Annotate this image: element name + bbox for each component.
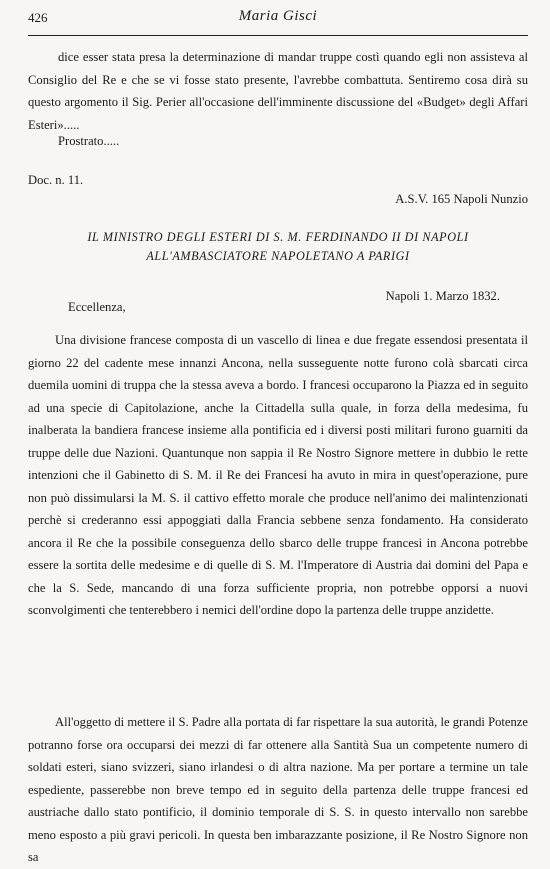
- salutation: Eccellenza,: [68, 300, 126, 314]
- heading-line-1: IL MINISTRO DEGLI ESTERI DI S. M. FERDINANDO II DI NAPOLI: [87, 230, 469, 244]
- letter-paragraph-2: All'oggetto di mettere il S. Padre alla portata di far rispettare la sua autorità, le grandi Potenze potranno forse ora occuparsi dei mezzi di far ottenere alla Santità Sua un competente numero di soldati esteri, siano svizzeri, siano irlandesi o di altra nazione. Ma per portare a termine un tale espediente, passerebbe non breve tempo ed in seguito della partenza delle truppe francesi ed austriache dallo stato pontificio, il dominio temporale di S. S. in questo intervallo non sarebbe meno esposto a più gravi pericoli. In questa ben imbarazzante posizione, il Re Nostro Signore non sa: [28, 715, 528, 864]
- archive-reference: A.S.V. 165 Napoli Nunzio: [395, 192, 528, 206]
- header-rule: [28, 35, 528, 36]
- page-header: [28, 8, 528, 30]
- document-heading: [28, 228, 528, 266]
- heading-line-2: ALL'AMBASCIATORE NAPOLETANO A PARIGI: [146, 249, 410, 263]
- running-title: Maria Gisci: [238, 8, 318, 24]
- letter-paragraph-1: Una divisione francese composta di un vascello di linea e due fregate essendosi presentata il giorno 22 del cadente mese innanzi Ancona, nella susseguente notte furono colà sbarcati circa duemila uomini di truppa che la stessa aveva a bordo. I francesi occuparono la Piazza ed in seguito ad una specie di Capitolazione, anche la Cittadella sulla quale, in forza della medesima, fu inalberata la bandiera francese insieme alla pontificia ed i diversi posti militari furono guarniti da truppe delle due Nazioni. Quantunque non sappia il Re Nostro Signore mettere in dubbio le rette intenzioni che il Gabinetto di S. M. il Re dei Francesi ha avuto in mira in quest'operazione, pure non può dissimularsi la M. S. il cattivo effetto morale che produce nell'animo dei malintenzionati perchè si crederanno essi appoggiati dalla Francia sebbene senza fondamento. Ha considerato ancora il Re che la possibile conseguenza dello sbarco delle truppe francesi in Ancona potrebbe essere la sortita delle medesime e di quelle di S. M. l'Imperatore di Austria dai domini del Papa e che la S. Sede, mancando di una forza sufficiente propria, non potrebbe opporsi a nuovi sconvolgimenti che tenterebbero i nemici dell'ordine dopo la partenza delle truppe anzidette.: [28, 333, 528, 617]
- dateline: Napoli 1. Marzo 1832.: [385, 289, 500, 303]
- paragraph-continued: dice esser stata presa la determinazione di mandar truppe costì quando egli non assisteva al Consiglio del Re e che se vi fosse stato presente, l'avrebbe combattuta. Sentiremo cosa dirà su questo argomento il Sig. Perier all'occasione dell'imminente discussione del «Budget» degli Affari Esteri».....: [28, 50, 528, 132]
- document-label: Doc. n. 11.: [28, 173, 84, 187]
- sign-off: Prostrato.....: [58, 134, 120, 148]
- page-number: 426: [28, 10, 48, 25]
